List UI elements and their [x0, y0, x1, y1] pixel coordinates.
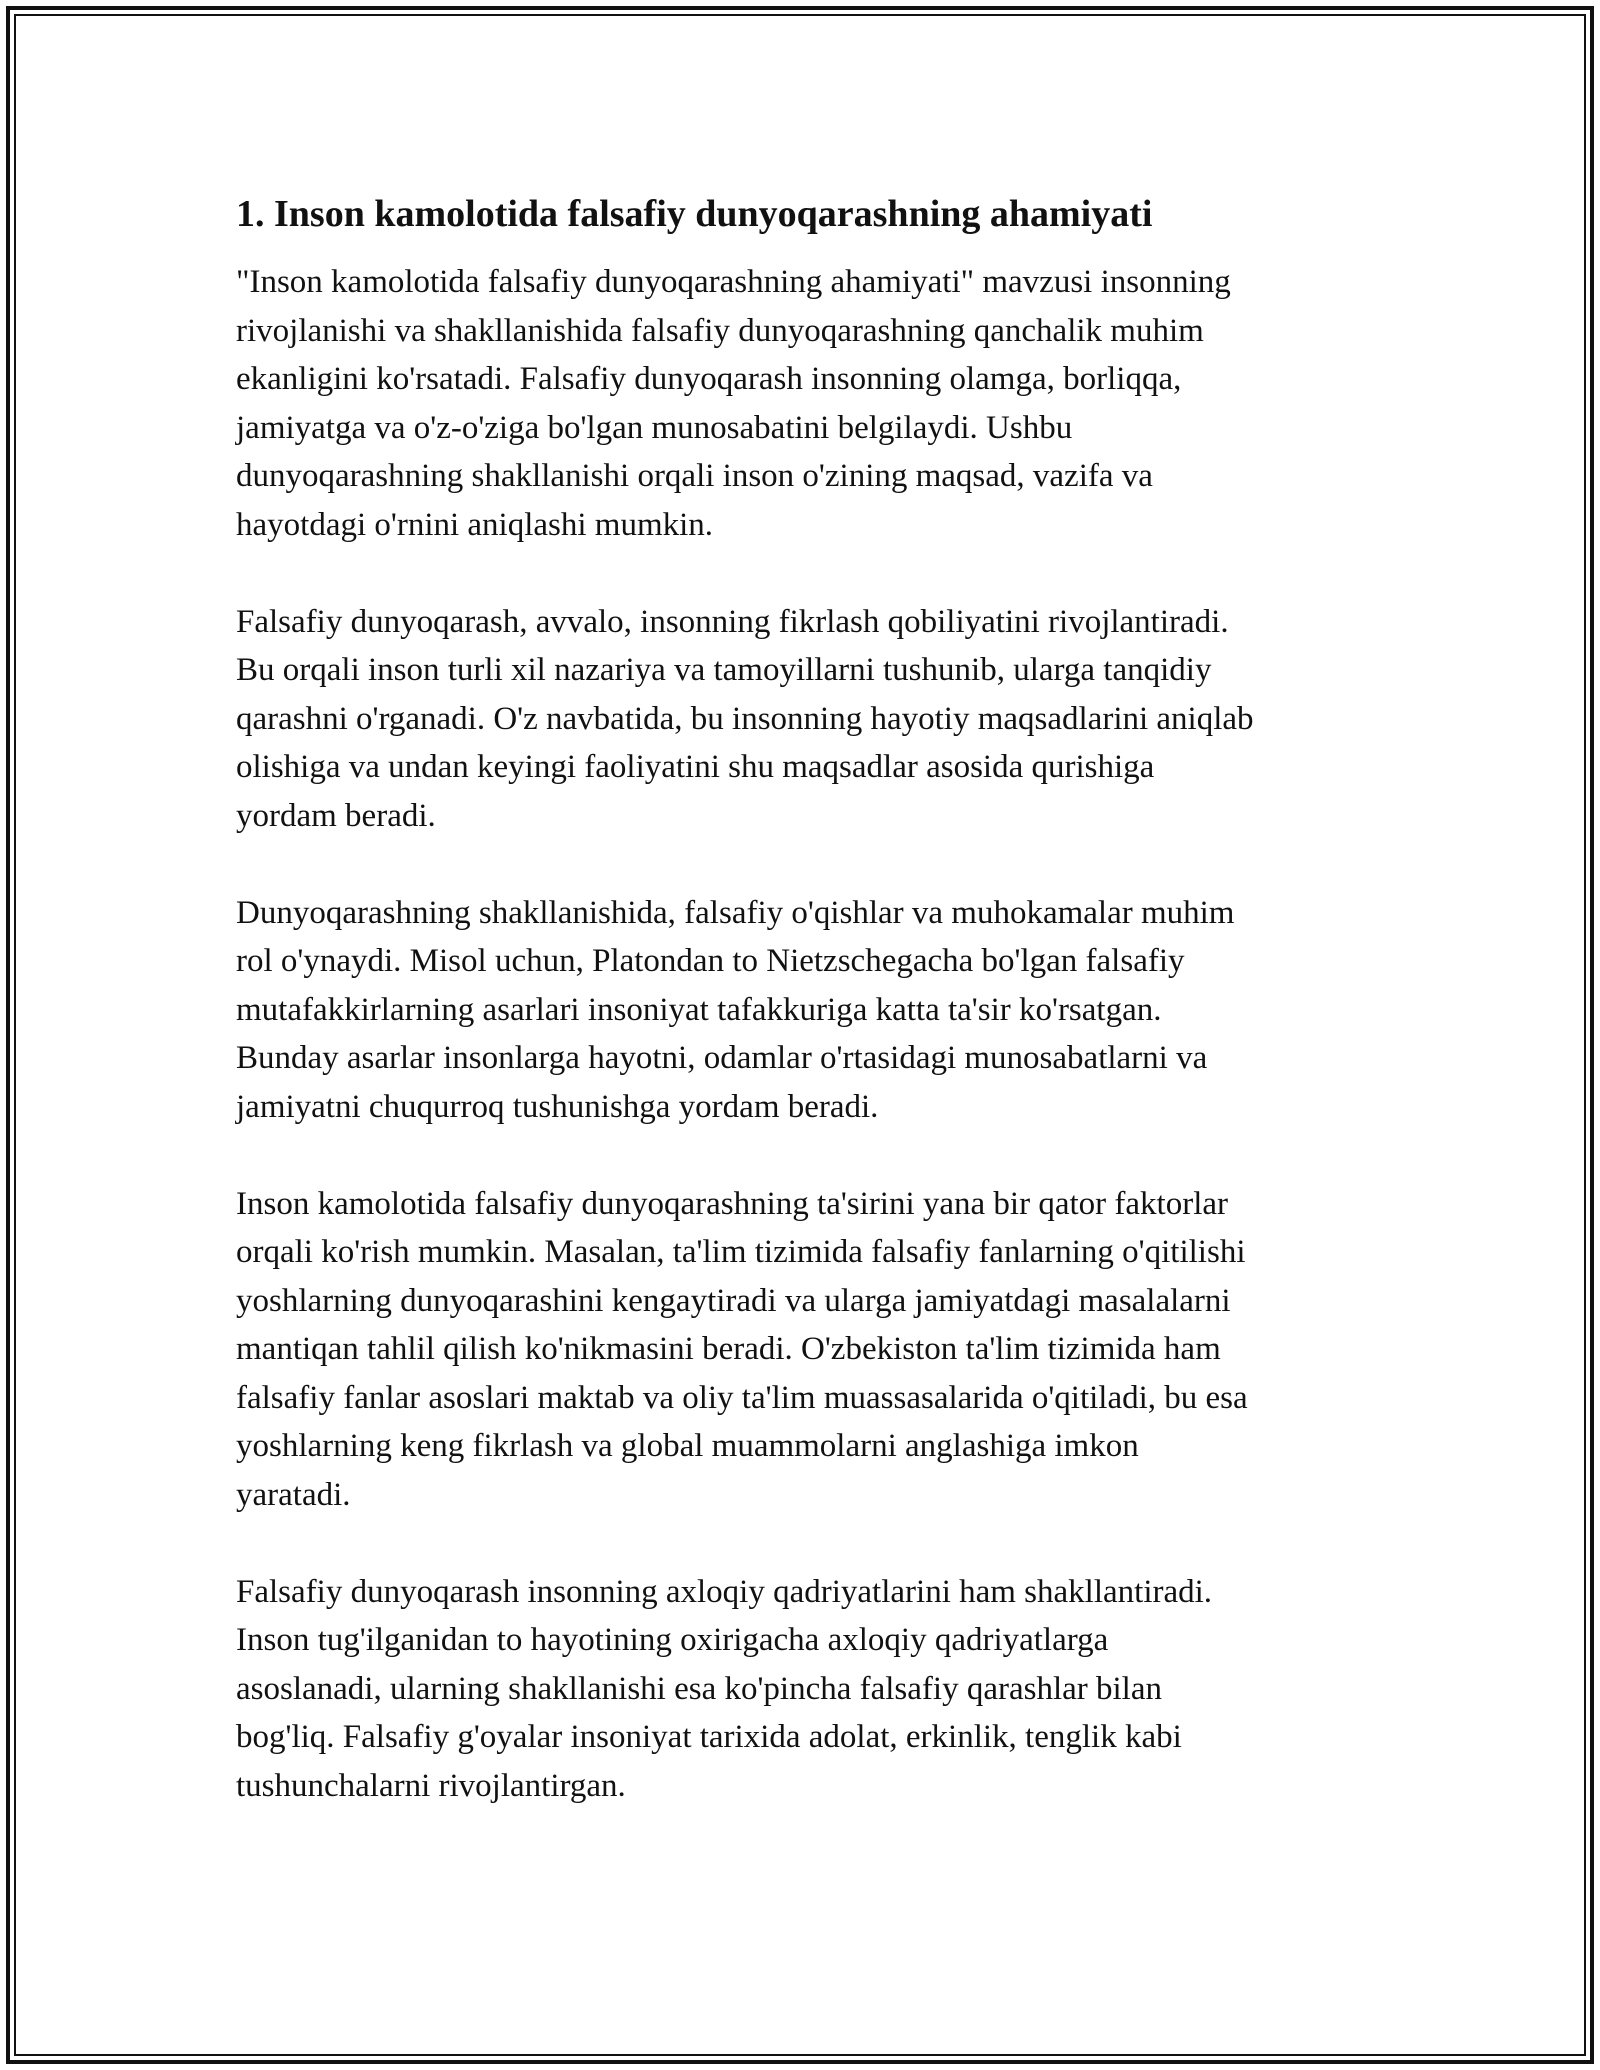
- paragraph-1: "Inson kamolotida falsafiy dunyoqarashning ahamiyati" mavzusi insonning rivojlanishi va shakllanishida falsafiy dunyoqarashning qanchalik muhim ekanligini ko'rsatadi. Falsafiy dunyoqarash insonning olamga, borliqqa, jamiyatga va o'z-o'ziga bo'lgan munosabatini belgilaydi. Ushbu dunyoqarashning shakllanishi orqali inson o'zining maqsad, vazifa va hayotdagi o'rnini aniqlashi mumkin.: [236, 264, 1231, 543]
- document-title: 1. Inson kamolotida falsafiy dunyoqarashning ahamiyati: [236, 193, 1153, 235]
- paragraph-2: Falsafiy dunyoqarash, avvalo, insonning fikrlash qobiliyatini rivojlantiradi. Bu orqali inson turli xil nazariya va tamoyillarni tushunib, ularga tanqidiy qarashni o'rganadi. O'z navbatida, bu insonning hayotiy maqsadlarini aniqlab olishiga va undan keyingi faoliyatini shu maqsadlar asosida qurishiga yordam beradi.: [236, 603, 1254, 834]
- paragraph-5: Falsafiy dunyoqarash insonning axloqiy qadriyatlarini ham shakllantiradi. Inson tug'ilganidan to hayotining oxirigacha axloqiy qadriyatlarga asoslanadi, ularning shakllanishi esa ko'pincha falsafiy qarashlar bilan bog'liq. Falsafiy g'oyalar insoniyat tarixida adolat, erkinlik, tenglik kabi tushunchalarni rivojlantirgan.: [236, 1573, 1213, 1804]
- paragraph-4: Inson kamolotida falsafiy dunyoqarashning ta'sirini yana bir qator faktorlar orqali ko'rish mumkin. Masalan, ta'lim tizimida falsafiy fanlarning o'qitilishi yoshlarning dunyoqarashini kengaytiradi va ularga jamiyatdagi masalalarni mantiqan tahlil qilish ko'nikmasini beradi. O'zbekiston ta'lim tizimida ham falsafiy fanlar asoslari maktab va oliy ta'lim muassasalarida o'qitiladi, bu esa yoshlarning keng fikrlash va global muammolarni anglashiga imkon yaratadi.: [236, 1185, 1248, 1513]
- document-body: [236, 186, 1386, 1859]
- paragraph-3: Dunyoqarashning shakllanishida, falsafiy o'qishlar va muhokamalar muhim rol o'ynaydi. Misol uchun, Platondan to Nietzschegacha bo'lgan falsafiy mutafakkirlarning asarlari insoniyat tafakkuriga katta ta'sir ko'rsatgan. Bunday asarlar insonlarga hayotni, odamlar o'rtasidagi munosabatlarni va jamiyatni chuqurroq tushunishga yordam beradi.: [236, 894, 1235, 1125]
